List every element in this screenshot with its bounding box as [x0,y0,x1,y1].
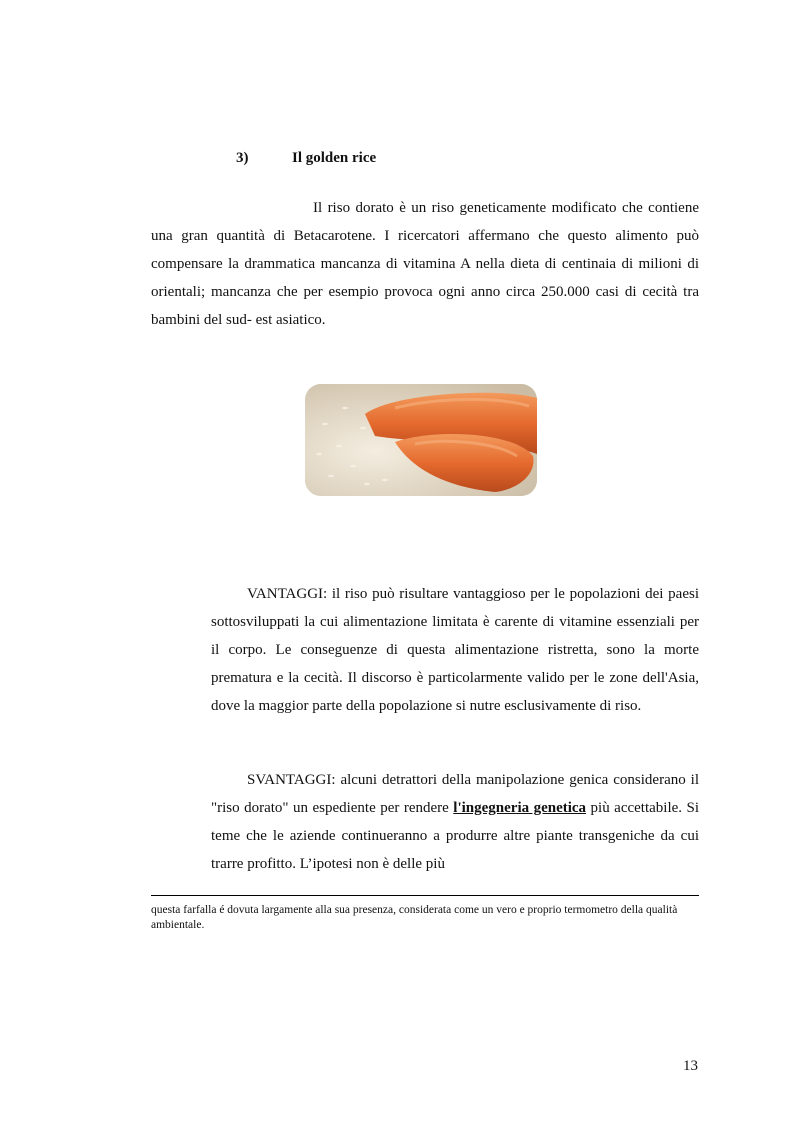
footnote-divider [151,895,699,896]
footnote: questa farfalla é dovuta largamente alla sua presenza, considerata come un vero e proprio termometro della qualità ambientale. [151,904,678,931]
svantaggi-paragraph [211,766,699,878]
section-heading [236,150,376,167]
svantaggi-emphasis: l'ingegneria genetica [453,800,587,816]
rice-carrots-photo [305,384,537,496]
section-title: Il golden rice [292,150,377,166]
svantaggi-text-start: SVANTAGGI: alcuni detrattori della manipolazione genica considerano il "riso dorato" un espediente per rendere [211,772,699,816]
svantaggi-text-end: più accettabile. Si teme che le aziende continueranno a produrre altre piante transgeniche da cui trarre profitto. L’ipotesi non è delle più [211,800,699,872]
page-number: 13 [683,1058,698,1074]
section-number: 3) [236,150,249,166]
vantaggi-paragraph: VANTAGGI: il riso può risultare vantaggioso per le popolazioni dei paesi sottosviluppati la cui alimentazione limitata è carente di vitamine essenziali per il corpo. Le conseguenze di questa alimentazione ristretta, sono la morte prematura e la cecità. Il discorso è particolarmente valido per le zone dell'Asia, dove la maggior parte della popolazione si nutre esclusivamente di riso. [211,586,699,714]
intro-paragraph: Il riso dorato è un riso geneticamente modificato che contiene una gran quantità di Betacarotene. I ricercatori affermano che questo alimento può compensare la drammatica mancanza di vitamina A nella dieta di centinaia di milioni di orientali; mancanza che per esempio provoca ogni anno circa 250.000 casi di cecità tra bambini del sud- est asiatico. [151,200,699,328]
